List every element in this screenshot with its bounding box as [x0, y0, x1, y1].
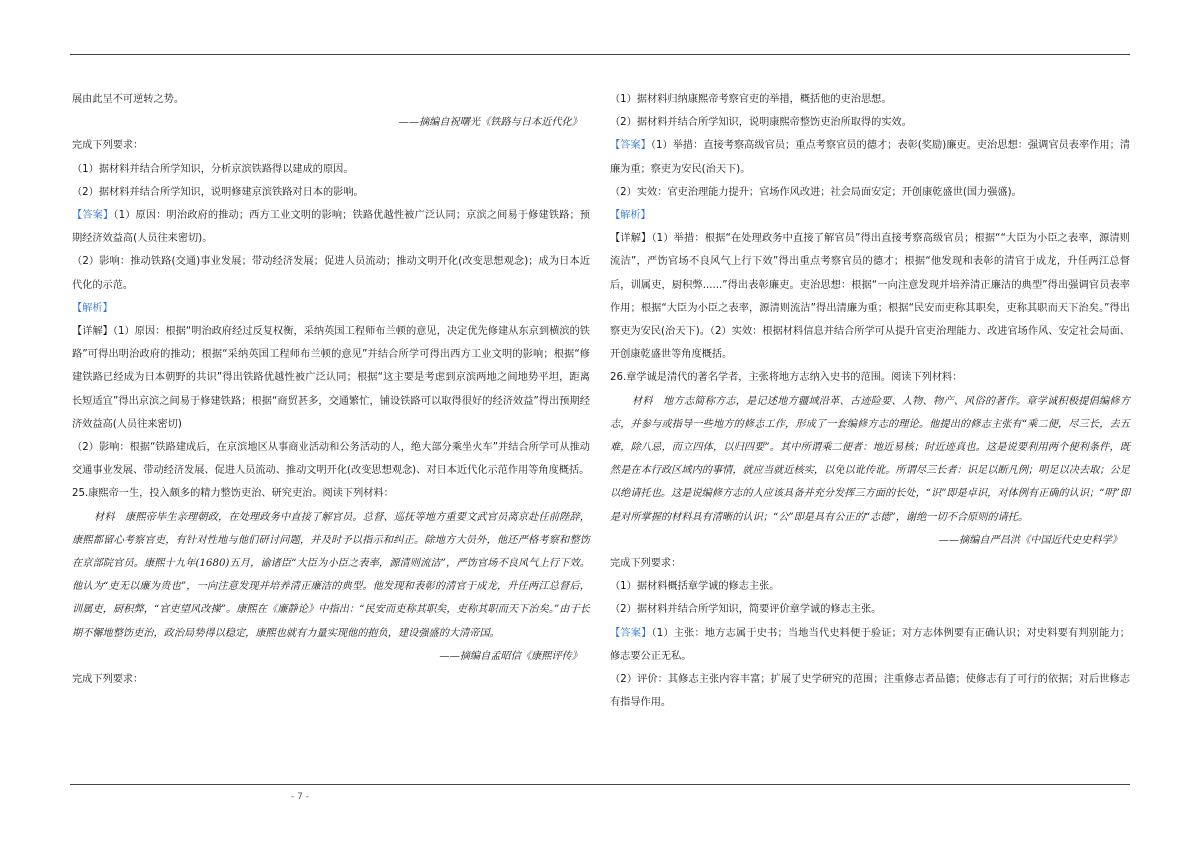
answer-26-1-text: （1）主张：地方志属于史书；当地当代史料便于验证；对方志体例要有正确认识；对史料要有判别能力；修志要公正无私。: [610, 627, 1130, 662]
question-2: （2）据材料并结合所学知识，说明修建京滨铁路对日本的影响。: [72, 186, 364, 198]
answer-tag: 【答案】: [610, 627, 652, 639]
material-26: 材料 地方志简称方志，是记述地方疆域沿革、古迹险要、人物、物产、风俗的著作。章学诚积极提倡编修方志，并参与或指导一些地方的修志工作，形成了一套编修方志的理论。他提出的修志主张有“乘二便，尽三长，去五难，除八忌，而立四体，以归四要”。其中所谓乘二便者：地近易核；时近迹真也。这是说要利用两个便利条件，既然是在本行政区域内的事情，就应当就近核实，以免以讹传讹。所谓尽三长者：识足以断凡例；明足以决去取；公足以绝请托也。这是说编修方志的人应该具备并充分发挥三方面的长处，“识”即是卓识，对体例有正确的认识；“明”即是对所掌握的材料具有清晰的认识；“公”即是具有公正的“志德”，谢绝一切不合原则的请托。: [610, 395, 1131, 523]
footer-rule: [70, 784, 1130, 785]
answer-25-1-text: （1）举措：直接考察高级官员；重点考察官员的德才；表彰(奖励)廉吏。吏治思想：强调官员表率作用；清廉为重；察吏为安民(治天下)。: [610, 140, 1131, 175]
question-25-1: （1）据材料归纳康熙帝考察官吏的举措，概括他的吏治思想。: [610, 94, 892, 105]
question-26-2: （2）据材料并结合所学知识，简要评价章学诚的修志主张。: [610, 604, 882, 616]
analysis-tag: 【解析】: [610, 210, 651, 222]
source-citation: ——摘编自祝曙光《铁路与日本近代化》: [398, 117, 582, 129]
page-number: - 7 -: [291, 792, 309, 802]
material-25: 材料 康熙帝毕生亲理朝政，在处理政务中直接了解官员。总督、巡抚等地方重要文武官员离京赴任前陛辞，康熙都留心考察官吏，有针对性地与他们研讨问题，并及时予以指示和纠正。除地方大员外，他还严格考察和整饬在京部院官员。康熙十九年(1680)五月，谕诸臣“大臣为小臣之表率，源清则流洁”，严饬官场不良风气上行下效。他认为“吏无以廉为贵也”，一向注意发现并培养清正廉洁的典型。他发现和表彰的清官于成龙，升任两江总督后，训属吏，厨积弊，“官吏望风改操”。康熙在《廉静论》中指出：“民安而吏称其职矣，吏称其职而天下治矣。”由于长期不懈地整饬吏治，政治局势得以稳定，康熙也就有力量实现他的抱负，建设强盛的大清帝国。: [72, 511, 590, 639]
intro-fragment: 展由此呈不可逆转之势。: [72, 94, 185, 105]
requirement-heading-25: 完成下列要求：: [72, 674, 144, 686]
answer-1-text: （1）原因：明治政府的推动；西方工业文明的影响；铁路优越性被广泛认同；京滨之间易于修建铁路；预期经济效益高(人员往来密切)。: [72, 210, 591, 245]
detail-2: （2）影响：根据“铁路建成后，在京滨地区从事商业活动和公务活动的人，绝大部分乘坐火车”并结合所学可从推动交通事业发展、带动经济发展、促进人员流动、推动文明开化(改变思想观念)、对日本近代化示范作用等角度概括。: [72, 442, 590, 477]
answer-tag: 【答案】: [610, 140, 651, 152]
requirement-heading: 完成下列要求：: [72, 140, 144, 152]
answer-25-1: [610, 134, 1130, 180]
answer-26-2: （2）评价：其修志主张内容丰富；扩展了史学研究的范围；注重修志者品德；使修志有了可行的依据；对后世修志有指导作用。: [610, 674, 1130, 709]
answer-25-2: （2）实效：官吏治理能力提升；官场作风改进；社会局面安定；开创康乾盛世(国力强盛)。: [610, 186, 1022, 198]
answer-1: [72, 204, 590, 250]
detail-1: 【详解】（1）原因：根据“明治政府经过反复权衡，采纳英国工程师布兰顿的意见，决定优先修建从东京到横滨的铁路”可得出明治政府的推动；根据“采纳英国工程师布兰顿的意见”并结合所学可得出西方工业文明的影响；根据“修建铁路已经成为日本朝野的共识”得出铁路优越性被广泛认同；根据“这主要是考虑到京滨两地之间地势平坦，距离长短适宜”得出京滨之间易于修建铁路；根据“商贸甚多，交通繁忙，铺设铁路可以取得很好的经济效益”得出预期经济效益高(人员往来密切): [72, 326, 590, 430]
header-rule: [70, 54, 1130, 55]
answer-tag: 【答案】: [72, 210, 114, 222]
question-26-stem: 26.章学诚是清代的著名学者，主张将地方志纳入史书的范围。阅读下列材料：: [610, 372, 963, 384]
analysis-tag: 【解析】: [72, 302, 113, 314]
source-citation-25: ——摘编自孟昭信《康熙评传》: [439, 650, 582, 662]
source-citation-26: ——摘编自严昌洪《中国近代史史料学》: [938, 534, 1122, 546]
question-26-1: （1）据材料概括章学诚的修志主张。: [610, 581, 780, 593]
answer-26-1: [610, 622, 1130, 668]
question-25-stem: 25.康熙帝一生，投入颇多的精力整饬吏治、研究吏治。阅读下列材料：: [72, 488, 394, 500]
left-column: [72, 88, 590, 691]
right-column: [610, 88, 1130, 714]
detail-25: 【详解】（1）举措：根据“在处理政务中直接了解官员”得出直接考察高级官员；根据““大臣为小臣之表率，源清则流洁”，严饬官场不良风气上行下效”得出重点考察官员的德才；根据“他发现和表彰的清官于成龙，升任两江总督后，训属吏，厨积弊......”得出表彰廉吏。吏治思想：根据“一向注意发现并培养清正廉洁的典型”得出强调官员表率作用；根据“大臣为小臣之表率，源清则流洁”得出清廉为重；根据“民安而吏称其职矣，吏称其职而天下治矣。”得出察吏为安民(治天下)。（2）实效：根据材料信息并结合所学可从提升官吏治理能力、改进官场作风、安定社会局面、开创康乾盛世等角度概括。: [610, 233, 1130, 361]
answer-2: （2）影响：推动铁路(交通)事业发展；带动经济发展；促进人员流动；推动文明开化(改变思想观念)；成为日本近代化的示范。: [72, 256, 590, 291]
requirement-heading-26: 完成下列要求：: [610, 558, 682, 570]
question-25-2: （2）据材料并结合所学知识，说明康熙帝整饬吏治所取得的实效。: [610, 117, 912, 129]
question-1: （1）据材料并结合所学知识，分析京滨铁路得以建成的原因。: [72, 163, 354, 175]
